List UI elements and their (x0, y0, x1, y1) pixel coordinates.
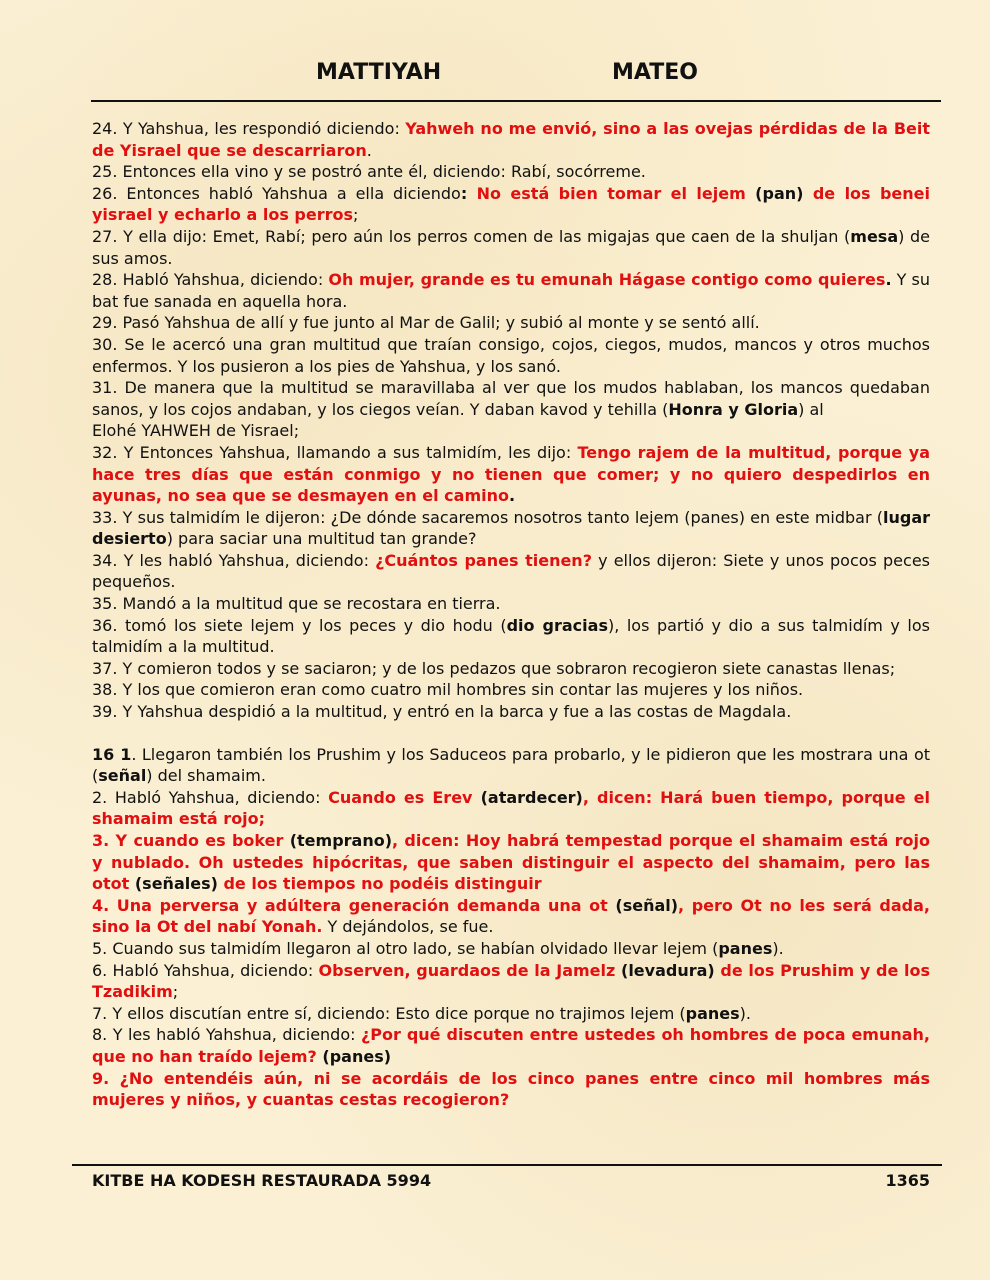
verse-emphasis: Honra y Gloria (668, 399, 799, 419)
verse-quote: Observen, guardaos de la Jamelz (318, 960, 621, 980)
verse-quote: 3. Y cuando es boker (92, 831, 290, 850)
verse (92, 334, 930, 377)
header-divider (91, 100, 941, 102)
verse-quote: de los benei yisrael y echarlo a los perros (92, 183, 931, 225)
page-footer (92, 1171, 930, 1195)
verse-text: ) de sus amos. (92, 226, 931, 268)
verse-emphasis: (señal) (615, 895, 679, 915)
verse (92, 507, 930, 550)
verse-text: 27. Y ella dijo: Emet, Rabí; pero aún los perros comen de las migajas que caen de la shuljan ( (92, 226, 851, 246)
header-spanish-book-name: MATEO (612, 60, 698, 85)
verse (92, 615, 930, 658)
verse-quote: , dicen: Hará buen tiempo, porque el shamaim está rojo; (92, 787, 931, 829)
verse-text: 39. Y Yahshua despidió a la multitud, y entró en la barca y fue a las costas de Magdala. (92, 702, 792, 722)
verse-emphasis: : (460, 183, 477, 203)
verse-emphasis: panes (718, 938, 773, 958)
verse-emphasis: . (885, 270, 892, 290)
verse (92, 1024, 930, 1067)
verse-emphasis: lugar desierto (92, 507, 930, 549)
verse (92, 787, 930, 830)
verse-text: 29. Pasó Yahshua de allí y fue junto al Mar de Galil; y subió al monte y se sentó allí. (92, 313, 760, 333)
verse-text: 32. Y Entonces Yahshua, llamando a sus talmidím, les dijo: (92, 442, 578, 462)
verse-text: 8. Y les habló Yahshua, diciendo: (92, 1025, 361, 1045)
verse-text: 24. Y Yahshua, les respondió diciendo: (92, 119, 406, 138)
page-number: 1365 (885, 1171, 930, 1190)
verse (92, 679, 930, 701)
scripture-text (92, 118, 930, 1111)
verse-text: ) para saciar una multitud tan grande? (166, 529, 477, 549)
verse-emphasis: . (508, 486, 516, 506)
verse-text: 38. Y los que comieron eran como cuatro mil hombres sin contar las mujeres y los niños. (92, 680, 804, 700)
verse-emphasis: (señales) (134, 874, 218, 894)
header-hebrew-book-name: MATTIYAH (316, 60, 442, 85)
verse (92, 183, 930, 226)
verse-text: ). (739, 1003, 751, 1023)
verse-text: 31. De manera que la multitud se maravillaba al ver que los mudos hablaban, los mancos quedaban sanos, y los cojos andaban, y los ciegos veían. Y daban kavod y tehilla ( (92, 378, 930, 419)
verse-emphasis: (levadura) (621, 960, 715, 980)
verse-text: 33. Y sus talmidím le dijeron: ¿De dónde sacaremos nosotros tanto lejem (panes) en este midbar ( (92, 507, 883, 527)
verse-text: 28. Habló Yahshua, diciendo: (92, 270, 329, 290)
verse-emphasis: 16 1 (92, 744, 132, 764)
footer-divider (72, 1164, 942, 1166)
verse (92, 420, 930, 442)
verse-text: . Llegaron también los Prushim y los Saduceos para probarlo, y le pidieron que les mostrara una ot ( (92, 744, 931, 786)
verse (92, 118, 930, 161)
verse (92, 658, 930, 680)
verse-emphasis: (atardecer) (480, 787, 583, 807)
verse (92, 269, 930, 312)
verse-text: ; (353, 205, 359, 225)
verse (92, 377, 930, 420)
page-header (92, 58, 940, 94)
verse (92, 312, 930, 334)
verse-quote: Cuando es Erev (328, 787, 481, 807)
verse (92, 226, 930, 269)
verse (92, 960, 930, 1003)
verse-text: 34. Y les habló Yahshua, diciendo: (92, 550, 376, 570)
verse-text: 7. Y ellos discutían entre sí, diciendo: Esto dice porque no trajimos lejem ( (92, 1003, 686, 1023)
verse (92, 1003, 930, 1025)
verse-quote: ¿Por qué discuten entre ustedes oh hombres de poca emunah, que no han traído lejem? (92, 1025, 931, 1066)
verse (92, 830, 930, 895)
verse-emphasis: dio gracias (506, 615, 608, 635)
verse (92, 550, 930, 593)
verse (92, 701, 930, 723)
verse-text: . (366, 140, 372, 160)
verse-emphasis: (panes) (316, 1046, 392, 1066)
verse-text: 37. Y comieron todos y se saciaron; y de los pedazos que sobraron recogieron siete canastas llenas; (92, 658, 896, 678)
verse-quote: de los tiempos no podéis distinguir (217, 874, 542, 894)
verse-quote: Tengo rajem de la multitud, porque ya hace tres días que están conmigo y no tienen que comer; y no quiero despedirlos en ayunas, no sea que se desmayen en el camino (92, 442, 931, 506)
verse-text: Elohé YAHWEH de Yisrael; (92, 421, 300, 441)
verse-quote: ¿Cuántos panes tienen? (375, 550, 592, 570)
verse-text: 36. tomó los siete lejem y los peces y dio hodu ( (92, 615, 507, 635)
verse-text: ) al (798, 399, 824, 419)
verse-quote: 9. ¿No entendéis aún, ni se acordáis de los cinco panes entre cinco mil hombres más mujeres y niños, y cuantas cestas recogieron? (92, 1068, 930, 1110)
verse-quote: Oh mujer, grande es tu emunah Hágase contigo como quieres (328, 270, 886, 290)
verse-quote: de los Prushim y de los Tzadikim (92, 960, 930, 1002)
verse-text: 5. Cuando sus talmidím llegaron al otro lado, se habían olvidado llevar lejem ( (92, 938, 719, 958)
verse (92, 744, 930, 787)
verse-text: 25. Entonces ella vino y se postró ante él, diciendo: Rabí, socórreme. (92, 162, 646, 182)
verse-text: ). (772, 938, 784, 958)
verse-quote: Yahweh no me envió, sino a las ovejas pérdidas de la Beit de Yisrael que se descarriaron (92, 119, 930, 160)
verse-text: 26. Entonces habló Yahshua a ella diciendo (92, 183, 461, 203)
verse-text: 35. Mandó a la multitud que se recostara en tierra. (92, 594, 501, 614)
verse-quote: 4. Una perversa y adúltera generación demanda una ot (92, 895, 616, 915)
verse-quote: , pero Ot no les será dada, sino la Ot del nabí Yonah. (92, 895, 930, 937)
verse-emphasis: panes (685, 1003, 740, 1023)
verse-quote: , dicen: Hoy habrá tempestad porque el shamaim está rojo y nublado. Oh ustedes hipócritas, que saben distinguir el aspecto del shamaim, pero las otot (92, 831, 930, 894)
verse-text: Y su bat fue sanada en aquella hora. (92, 270, 931, 311)
verse (92, 593, 930, 615)
verse (92, 161, 930, 183)
verse-text: 6. Habló Yahshua, diciendo: (92, 960, 319, 980)
verse-emphasis: mesa (850, 226, 899, 246)
verse (92, 895, 930, 938)
verse-text: 30. Se le acercó una gran multitud que traían consigo, cojos, ciegos, mudos, mancos y otros muchos enfermos. Y los pusieron a los pies de Yahshua, y los sanó. (92, 334, 930, 376)
footer-book-title: KITBE HA KODESH RESTAURADA 5994 (92, 1171, 432, 1190)
verse-emphasis: señal (98, 766, 147, 786)
verse (92, 938, 930, 960)
verse-emphasis: (temprano) (289, 831, 393, 850)
verse-text: 2. Habló Yahshua, diciendo: (92, 787, 329, 807)
verse-quote: No está bien tomar el lejem (476, 183, 756, 203)
verse-text: ), los partió y dio a sus talmidím y los talmidím a la multitud. (92, 615, 930, 657)
verse (92, 1068, 930, 1111)
verse-emphasis: (pan) (755, 183, 804, 203)
verse-text: y ellos dijeron: Siete y unos pocos peces pequeños. (92, 550, 930, 592)
verse-text: Y dejándolos, se fue. (322, 917, 494, 937)
verse-text: ) del shamaim. (146, 766, 266, 786)
verse-text: ; (172, 982, 179, 1002)
verse (92, 442, 930, 507)
